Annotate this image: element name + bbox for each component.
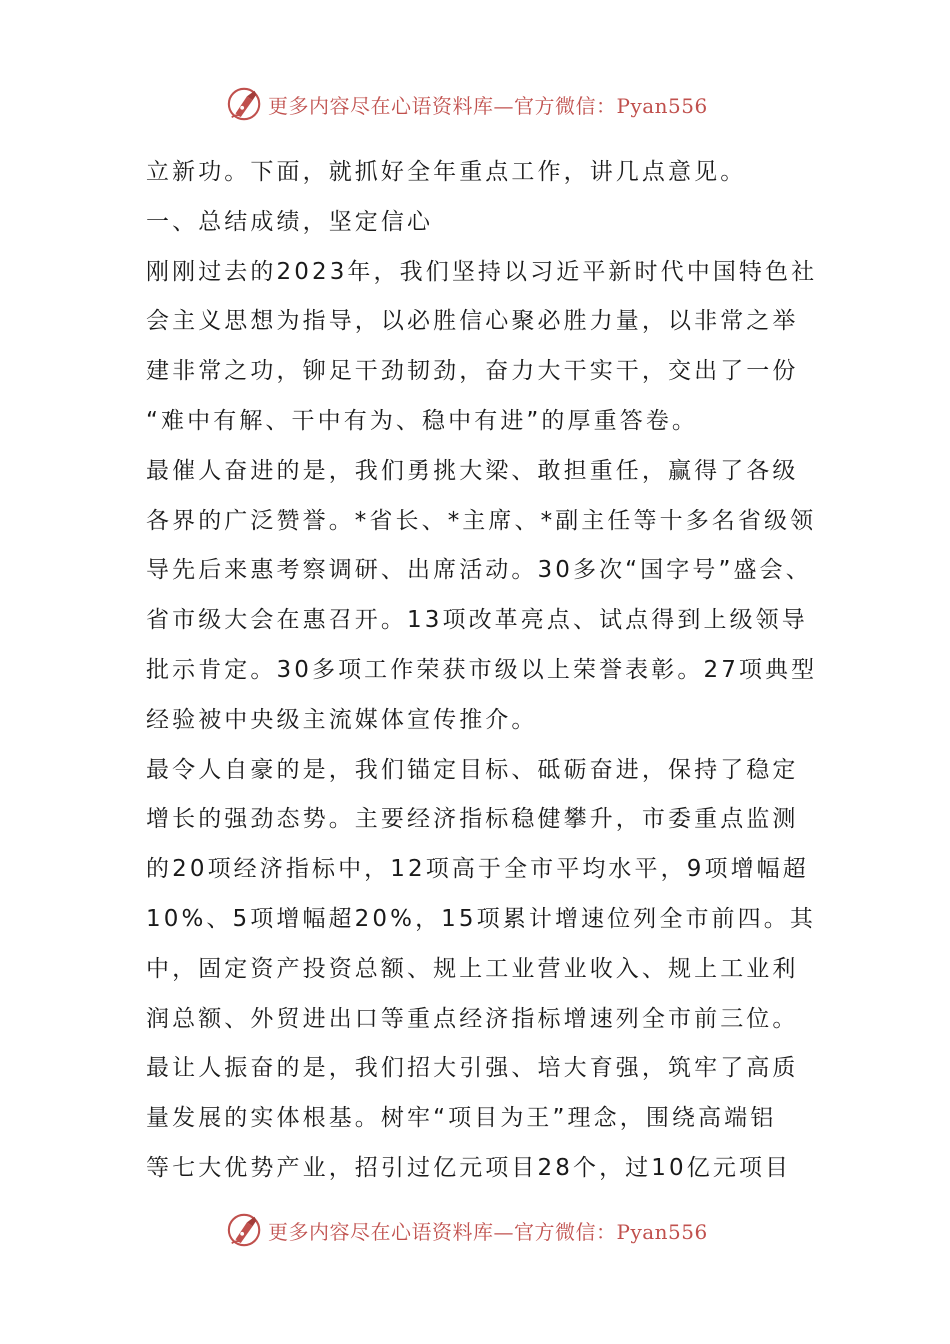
text-line: 批示肯定。30多项工作荣获市级以上荣誉表彰。27项典型 bbox=[146, 656, 818, 683]
text-line: 10%、5项增幅超20%，15项累计增速位列全市前四。其 bbox=[146, 905, 816, 932]
text-line: 建非常之功，铆足干劲韧劲，奋力大干实干，交出了一份 bbox=[146, 358, 799, 385]
header-watermark-text: 更多内容尽在心语资料库—官方微信：Pyan556 bbox=[268, 93, 708, 118]
text-line: 各界的广泛赞誉。*省长、*主席、*副主任等十多名省级领 bbox=[146, 507, 817, 534]
text-line: 最令人自豪的是，我们锚定目标、砥砺奋进，保持了稳定 bbox=[146, 756, 799, 783]
text-line: 省市级大会在惠召开。13项改革亮点、试点得到上级领导 bbox=[146, 607, 808, 634]
text-line: 经验被中央级主流媒体宣传推介。 bbox=[146, 706, 538, 733]
text-line: 中，固定资产投资总额、规上工业营业收入、规上工业利 bbox=[146, 955, 799, 982]
text-line: 最让人振奋的是，我们招大引强、培大育强，筑牢了高质 bbox=[146, 1055, 799, 1082]
header-watermark-banner bbox=[226, 82, 746, 126]
text-line: 等七大优势产业，招引过亿元项目28个，过10亿元项目 bbox=[146, 1154, 792, 1181]
text-line: 刚刚过去的2023年，我们坚持以习近平新时代中国特色社 bbox=[146, 258, 818, 285]
text-line: “难中有解、干中有为、稳中有进”的厚重答卷。 bbox=[146, 407, 699, 434]
text-line: 立新功。下面，就抓好全年重点工作，讲几点意见。 bbox=[146, 159, 747, 185]
text-line: 增长的强劲态势。主要经济指标稳健攀升，市委重点监测 bbox=[146, 806, 799, 833]
body-text bbox=[146, 148, 816, 1194]
text-line: 导先后来惠考察调研、出席活动。30多次“国字号”盛会、 bbox=[146, 557, 812, 584]
text-line: 最催人奋进的是，我们勇挑大梁、敢担重任，赢得了各级 bbox=[146, 457, 799, 484]
text-line: 的20项经济指标中，12项高于全市平均水平，9项增幅超 bbox=[146, 856, 809, 883]
section-heading: 一、总结成绩，坚定信心 bbox=[146, 208, 434, 235]
text-line: 润总额、外贸进出口等重点经济指标增速列全市前三位。 bbox=[146, 1005, 799, 1032]
pen-nib-logo-icon bbox=[226, 85, 264, 123]
pen-nib-logo-icon bbox=[226, 1211, 264, 1249]
text-line: 会主义思想为指导，以必胜信心聚必胜力量，以非常之举 bbox=[146, 308, 799, 335]
footer-watermark-banner bbox=[226, 1208, 746, 1252]
footer-watermark-text: 更多内容尽在心语资料库—官方微信：Pyan556 bbox=[268, 1219, 708, 1244]
text-line: 量发展的实体根基。树牢“项目为王”理念，围绕高端铝 bbox=[146, 1105, 777, 1132]
